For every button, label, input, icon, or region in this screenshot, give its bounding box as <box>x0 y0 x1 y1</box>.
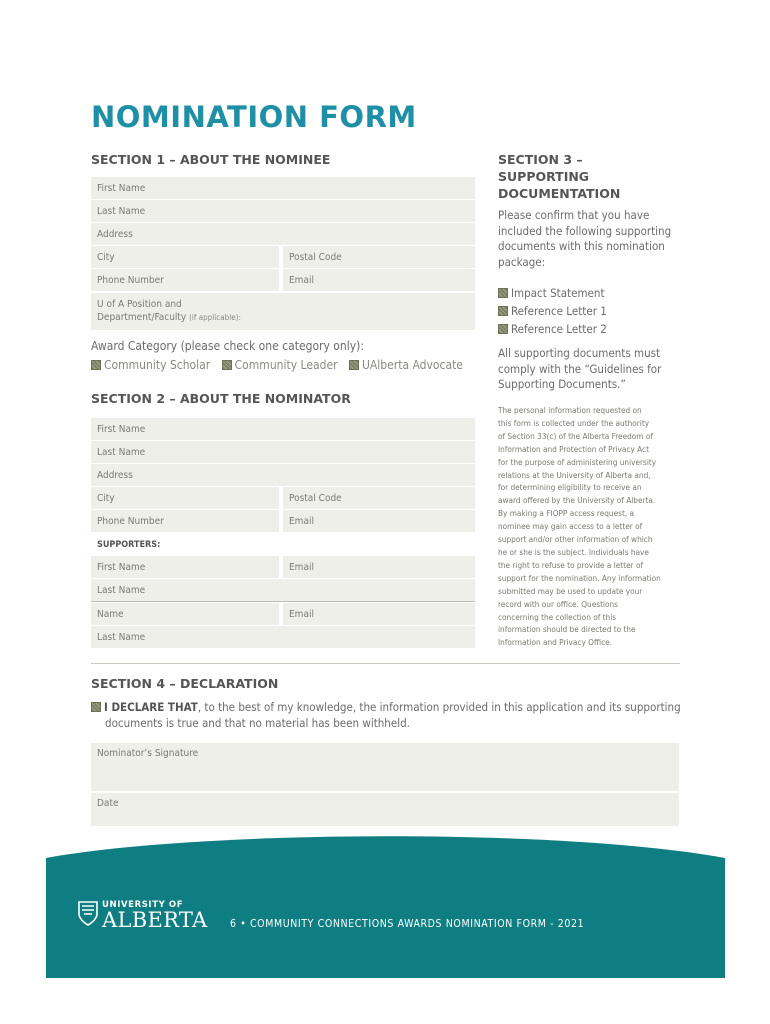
section3-intro <box>498 208 688 270</box>
logo-alberta: ALBERTA <box>102 908 208 932</box>
intro-line: Please confirm that you have <box>498 208 650 222</box>
award-option-label: Community Leader <box>234 358 338 372</box>
privacy-line: information should be directed to the <box>498 624 636 635</box>
section3-heading-line3: DOCUMENTATION <box>498 186 621 201</box>
nominee-postal-code-field[interactable]: Postal Code <box>283 246 475 268</box>
intro-line: included the following supporting <box>498 223 672 238</box>
award-option-community-leader[interactable] <box>222 358 338 372</box>
signature-field[interactable]: Nominator’s Signature <box>91 743 679 791</box>
award-option-label: UAlberta Advocate <box>362 358 463 372</box>
privacy-line: for the purpose of administering university <box>498 456 657 467</box>
award-category-options <box>91 358 471 372</box>
nominator-first-name-field[interactable]: First Name <box>91 418 475 440</box>
award-category-prompt: Award Category (please check one category only): <box>91 339 364 353</box>
supporter-divider <box>91 601 475 602</box>
nominee-city-field[interactable]: City <box>91 246 279 268</box>
supporter1-first-name-field[interactable]: First Name <box>91 556 279 578</box>
supporting-docs-checklist <box>498 284 607 338</box>
note-line: Supporting Documents.” <box>498 377 626 391</box>
privacy-line: support and/or other information of which <box>498 534 653 545</box>
privacy-line: By making a FIOPP access request, a <box>498 508 635 519</box>
award-option-community-scholar[interactable] <box>91 358 210 372</box>
section3-heading-line2: SUPPORTING <box>498 169 590 184</box>
section3-heading <box>498 151 620 202</box>
award-option-label: Community Scholar <box>104 358 211 372</box>
declaration-line1 <box>91 699 681 715</box>
nominee-first-name-field[interactable]: First Name <box>91 177 475 199</box>
checkbox-icon[interactable] <box>349 360 359 370</box>
nominator-postal-code-field[interactable]: Postal Code <box>283 487 475 509</box>
checkbox-icon[interactable] <box>498 288 508 298</box>
award-option-ualberta-advocate[interactable] <box>349 358 463 372</box>
privacy-notice <box>498 404 683 649</box>
checkbox-icon[interactable] <box>91 360 101 370</box>
intro-line: package: <box>498 254 546 269</box>
privacy-line: Information and Protection of Privacy Act <box>498 443 649 454</box>
privacy-line: he or she is the subject. Individuals have <box>498 546 649 557</box>
supporters-label: SUPPORTERS: <box>97 540 161 550</box>
note-line: All supporting documents must <box>498 346 661 360</box>
nominator-last-name-field[interactable]: Last Name <box>91 441 475 463</box>
privacy-line: The personal information requested on <box>498 405 642 415</box>
privacy-line: relations at the University of Alberta and, <box>498 469 651 480</box>
nominator-address-field[interactable]: Address <box>91 464 475 486</box>
position-label-note: (if applicable): <box>189 313 241 322</box>
checklist-item-reference-letter-2[interactable] <box>498 320 607 338</box>
logo-university-of: UNIVERSITY OF <box>102 900 184 910</box>
declaration-rest: , to the best of my knowledge, the information provided in this application and its supporting <box>197 700 681 714</box>
privacy-line: the right to refuse to provide a letter of <box>498 559 644 570</box>
checkbox-icon[interactable] <box>498 324 508 334</box>
nominee-last-name-field[interactable]: Last Name <box>91 200 475 222</box>
supporter1-email-field[interactable]: Email <box>283 556 475 578</box>
privacy-line: Information and Privacy Office. <box>498 637 612 648</box>
supporter2-email-field[interactable]: Email <box>283 603 475 625</box>
date-field[interactable]: Date <box>91 793 679 826</box>
section1-heading: SECTION 1 – ABOUT THE NOMINEE <box>91 152 331 167</box>
privacy-line: nominee may gain access to a letter of <box>498 521 643 532</box>
checklist-item-label: Reference Letter 2 <box>511 322 607 336</box>
privacy-line: record with our office. Questions <box>498 598 619 609</box>
privacy-line: concerning the collection of this <box>498 611 617 622</box>
nominee-phone-field[interactable]: Phone Number <box>91 269 279 291</box>
nominator-email-field[interactable]: Email <box>283 510 475 532</box>
supporter2-last-name-field[interactable]: Last Name <box>91 626 475 648</box>
position-label-line2 <box>97 311 469 324</box>
checkbox-icon[interactable] <box>91 702 101 712</box>
section3-heading-line1: SECTION 3 – <box>498 152 583 167</box>
position-label-text: Department/Faculty <box>97 312 187 323</box>
nominee-address-field[interactable]: Address <box>91 223 475 245</box>
section3-note <box>498 346 688 393</box>
privacy-line: this form is collected under the authority <box>498 417 650 428</box>
privacy-line: support for the nomination. Any information <box>498 572 661 583</box>
position-label-line1: U of A Position and <box>97 299 182 310</box>
privacy-line: of Section 33(c) of the Alberta Freedom of <box>498 430 653 441</box>
checkbox-icon[interactable] <box>222 360 232 370</box>
checklist-item-impact-statement[interactable] <box>498 284 607 302</box>
declaration-line2: documents is true and that no material has been withheld. <box>105 716 410 730</box>
nominator-phone-field[interactable]: Phone Number <box>91 510 279 532</box>
checklist-item-label: Impact Statement <box>511 286 605 300</box>
page-title: NOMINATION FORM <box>91 100 417 134</box>
privacy-line: award offered by the University of Alberta. <box>498 495 656 506</box>
declaration-text <box>91 699 681 731</box>
section-divider <box>91 663 680 664</box>
privacy-line: submitted may be used to update your <box>498 585 643 596</box>
university-logo <box>78 900 208 932</box>
crest-icon <box>78 900 98 926</box>
nominee-email-field[interactable]: Email <box>283 269 475 291</box>
section4-heading: SECTION 4 – DECLARATION <box>91 676 279 691</box>
intro-line: documents with this nomination <box>498 239 665 253</box>
privacy-line: for determining eligibility to receive an <box>498 482 642 493</box>
footer-text: 6 • COMMUNITY CONNECTIONS AWARDS NOMINATION FORM - 2021 <box>230 918 585 930</box>
declaration-bold: I DECLARE THAT <box>104 700 198 714</box>
checklist-item-label: Reference Letter 1 <box>511 304 607 318</box>
note-line: comply with the “Guidelines for <box>498 361 662 376</box>
nominee-position-field[interactable] <box>91 293 475 330</box>
checkbox-icon[interactable] <box>498 306 508 316</box>
section2-heading: SECTION 2 – ABOUT THE NOMINATOR <box>91 391 351 406</box>
nominator-city-field[interactable]: City <box>91 487 279 509</box>
supporter2-name-field[interactable]: Name <box>91 603 279 625</box>
supporter1-last-name-field[interactable]: Last Name <box>91 579 475 601</box>
checklist-item-reference-letter-1[interactable] <box>498 302 607 320</box>
